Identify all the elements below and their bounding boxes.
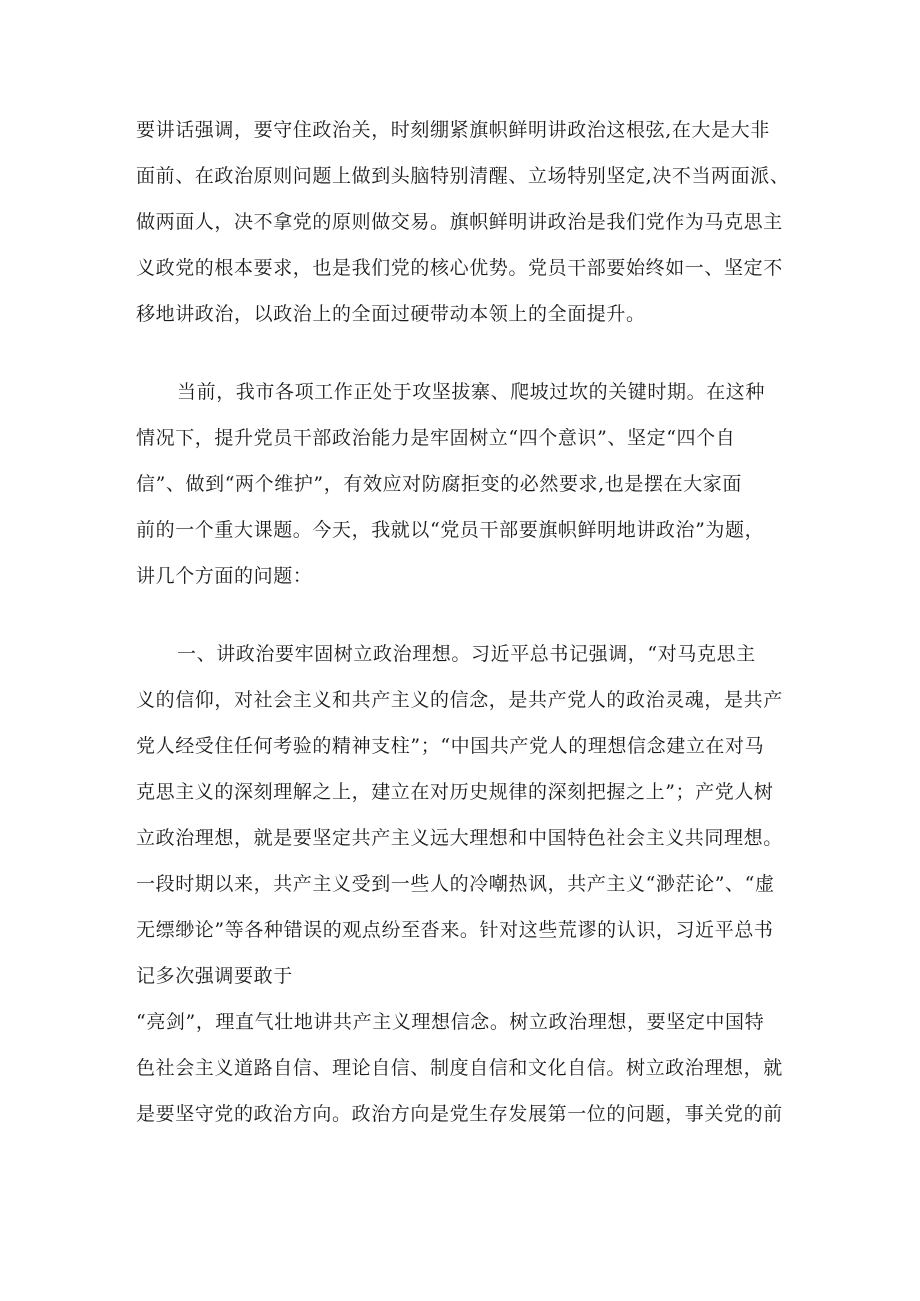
body-text-line: 要讲话强调，要守住政治关，时刻绷紧旗帜鲜明讲政治这根弦,在大是大非: [136, 119, 770, 141]
body-text-line: 情况下，提升党员干部政治能力是牢固树立“四个意识”、坚定“四个自: [136, 427, 736, 449]
body-text-line: 面前、在政治原则问题上做到头脑特别清醒、立场特别坚定,决不当两面派、: [136, 165, 790, 187]
body-text-line: 克思主义的深刻理解之上，建立在对历史规律的深刻把握之上”；产党人树: [136, 781, 774, 803]
body-text-line: 前的一个重大课题。今天，我就以“党员干部要旗帜鲜明地讲政治”为题，: [136, 519, 765, 541]
body-text-line: 记多次强调要敢于: [136, 965, 293, 987]
body-text-line: 义政党的根本要求，也是我们党的核心优势。党员干部要始终如一、坚定不: [136, 257, 783, 279]
body-text-line: 党人经受住任何考验的精神支柱”；“中国共产党人的理想信念建立在对马: [136, 735, 765, 757]
body-text-line: 是要坚守党的政治方向。政治方向是党生存发展第一位的问题，事关党的前: [136, 1103, 783, 1125]
body-text-line: 义的信仰，对社会主义和共产主义的信念，是共产党人的政治灵魂，是共产: [136, 689, 783, 711]
body-text-line: “亮剑”，理直气壮地讲共产主义理想信念。树立政治理想，要坚定中国特: [136, 1011, 765, 1033]
body-text-line: 当前，我市各项工作正处于攻坚拔寨、爬坡过坎的关键时期。在这种: [177, 381, 766, 403]
body-text-line: 一段时期以来，共产主义受到一些人的冷嘲热讽，共产主义“渺茫论”、“虚: [136, 873, 775, 895]
body-text-line: 一、讲政治要牢固树立政治理想。习近平总书记强调，“对马克思主: [177, 643, 756, 665]
body-text-line: 讲几个方面的问题：: [136, 565, 313, 587]
body-text-line: 信”、做到“两个维护”，有效应对防腐拒变的必然要求,也是摆在大家面: [136, 473, 742, 495]
body-text-line: 无缥缈论”等各种错误的观点纷至沓来。针对这些荒谬的认识，习近平总书: [136, 919, 774, 941]
body-text-line: 移地讲政治，以政治上的全面过硬带动本领上的全面提升。: [136, 303, 646, 325]
body-text-line: 立政治理想，就是要坚定共产主义远大理想和中国特色社会主义共同理想。: [136, 827, 783, 849]
body-text-line: 做两面人，决不拿党的原则做交易。旗帜鲜明讲政治是我们党作为马克思主: [136, 211, 783, 233]
body-text-line: 色社会主义道路自信、理论自信、制度自信和文化自信。树立政治理想，就: [136, 1057, 783, 1079]
